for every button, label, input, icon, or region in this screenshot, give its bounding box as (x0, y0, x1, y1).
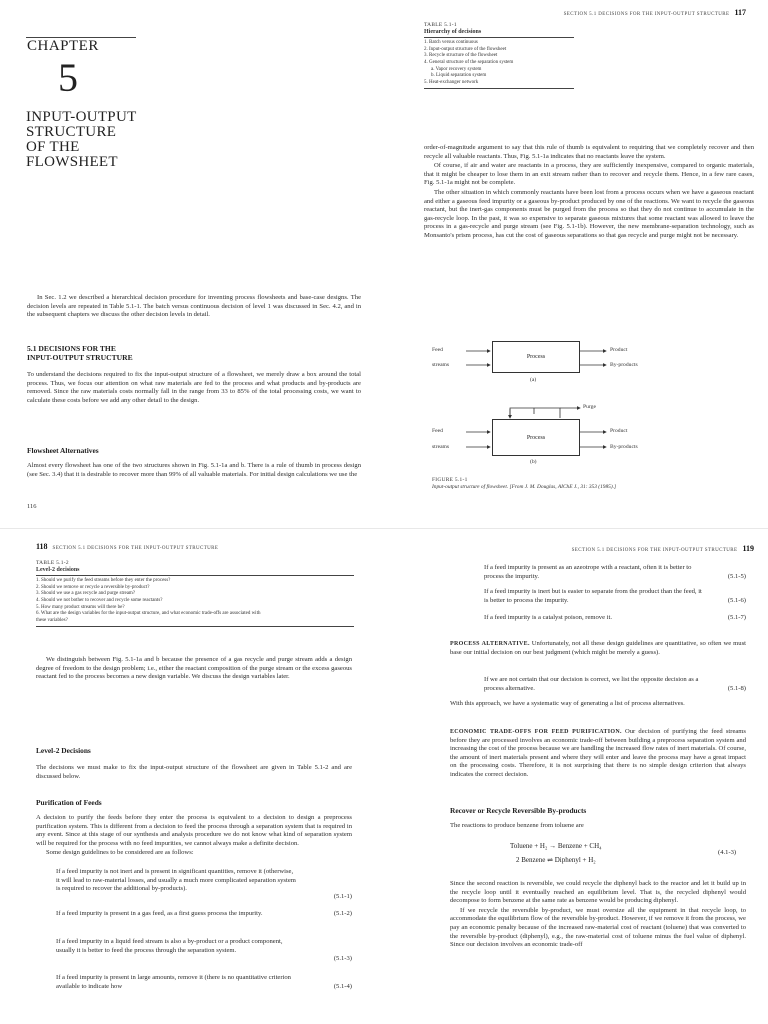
section-heading-line: 5.1 DECISIONS FOR THE (27, 344, 116, 353)
equation-number: (5.1-2) (333, 910, 352, 917)
table-row: 4. Should we not bother to recover and recycle some reactants? (36, 597, 163, 603)
guideline-5-1-6 (484, 588, 746, 606)
table-title: TABLE 5.1-1 (424, 22, 457, 28)
page-118 (0, 528, 384, 1024)
streams-label: streams (432, 362, 450, 368)
chapter-title-line: INPUT-OUTPUT (26, 109, 137, 125)
para-decisions (36, 764, 352, 782)
table-row: 1. Should we purify the feed streams before they enter the process? (36, 578, 171, 584)
paragraph: The other situation in which commonly reactants have been lost from a process occurs when we have a gaseous reactant and either a gaseous feed impurity or a gaseous by-product produced by one of the reactions. We want to recycle the gaseous reactant, but the inert-gas components must be purged from the process so that they do not continue to accumulate in the gas-recycle loop. In the past, it was so expensive to separate gaseous mixtures that some reactant was allowed to leave the process in a gas-recycle and purge stream (see Fig. 5.1-1b). However, the new membrane-separation technology, such as Monsanto's prism process, has cut the cost of gaseous separations so that gas recycle and purge might not be necessary. (424, 188, 754, 239)
guideline-5-1-1 (56, 868, 352, 902)
process-box: Process (492, 419, 580, 456)
guideline-text: If a feed impurity is not inert and is present in significant quantities, remove it (otherwise, it will lead to raw-material losses, and usually a much more complicated separation system is required to recover the additional by-products). (56, 868, 296, 893)
running-head-text: SECTION 5.1 DECISIONS FOR THE INPUT-OUTPUT STRUCTURE (571, 548, 738, 553)
guideline-text: If a feed impurity is a catalyst poison, remove it. (484, 614, 612, 621)
para-reaction-intro (450, 822, 746, 832)
para-approach (450, 700, 746, 710)
run-in-heading: PROCESS ALTERNATIVE. (450, 641, 530, 647)
intro-paragraph (27, 294, 361, 321)
guideline-5-1-8 (484, 676, 746, 694)
figure-caption (432, 477, 742, 491)
chapter-title-line: FLOWSHEET (26, 154, 118, 170)
para-distinguish (36, 656, 352, 683)
figure-tag: (a) (530, 377, 537, 383)
figure-tag: (b) (530, 459, 537, 465)
paragraph: The reactions to produce benzene from toluene are (450, 822, 584, 829)
chapter-title-line: STRUCTURE (26, 124, 117, 140)
heading-purification: Purification of Feeds (36, 798, 102, 807)
alternatives-paragraph (27, 462, 361, 480)
page-number: 116 (27, 503, 37, 510)
table-row: 5. How many product streams will there be? (36, 604, 125, 610)
section-heading (27, 344, 133, 362)
equation-2: 2 Benzene ⇌ Diphenyl + H₂ (516, 856, 596, 864)
paragraph: The decisions we must make to fix the input-output structure of the flowsheet are given in Table 5.1-2 and are discussed below. (36, 764, 352, 780)
guideline-text: If a feed impurity in a liquid feed stream is also a by-product or a product component, usually it is better to feed the process through the separation system. (56, 938, 283, 954)
guideline-5-1-3 (56, 938, 352, 964)
figure-label: FIGURE 5.1-1 (432, 477, 468, 483)
paragraph: Some design guidelines to be considered are as follows: (46, 849, 194, 857)
paragraph: We distinguish between Fig. 5.1-1a and b because the presence of a gas recycle and purge stream adds a design degree of freedom to the design problem; i.e., either the reactant composition of the purge stream or the excess gaseous reactant fed to the process becomes a new design variable. We discuss the design variables later. (36, 656, 352, 681)
guideline-5-1-2 (56, 910, 352, 928)
chapter-title-line: OF THE (26, 139, 80, 155)
purge-label: Purge (583, 404, 596, 410)
equation-1: Toluene + H₂ → Benzene + CH₄ (510, 842, 602, 850)
equation-number: (5.1-1) (333, 893, 352, 901)
paragraph: order-of-magnitude argument to say that this rule of thumb is equivalent to requiring that we completely recover and then recycle all valuable reactants. Thus, Fig. 5.1-1a indicates that no reactants leave the system. (424, 144, 754, 160)
table-row: a. Vapor recovery system (431, 66, 482, 72)
run-in-heading: ECONOMIC TRADE-OFFS FOR FEED PURIFICATION. (450, 729, 622, 735)
guideline-5-1-5 (484, 564, 746, 582)
subheading-flowsheet-alternatives: Flowsheet Alternatives (27, 446, 99, 455)
table-row: 4. General structure of the separation system (424, 59, 514, 65)
page-117 (384, 0, 768, 528)
paragraph-text: Unfortunately, not all these design guidelines are quantitative, so often we must base our initial decision on our best judgment (which might be merely a guess). (450, 640, 746, 656)
feed-label: Feed (432, 428, 443, 434)
guideline-5-1-4 (56, 974, 352, 992)
running-head (36, 542, 218, 551)
process-box: Process (492, 341, 580, 373)
page-119 (384, 528, 768, 1024)
running-head-text: SECTION 5.1 DECISIONS FOR THE INPUT-OUTPUT STRUCTURE (563, 12, 730, 17)
table-row: b. Liquid separation system (431, 73, 487, 79)
alternatives-text: Almost every flowsheet has one of the two structures shown in Fig. 5.1-1a and b. There is a rule of thumb in process design (see Sec. 3.4) that it is desirable to recover more than 99% of all valuable materials. For initial design calculations we use the (27, 462, 361, 478)
paragraph: A decision to purify the feeds before they enter the process is equivalent to a decision to design a preprocess purification system. This is different from a decision to feed the process through a separation system that is required in any event. Since at this stage of our synthesis and analysis procedure we do not know what kind of separation system will be required for the process with no feed impurities, we cannot always make a definite decision. (36, 814, 352, 847)
intro-text: In Sec. 1.2 we described a hierarchical decision procedure for inventing process flowsheets and base-case designs. The decision levels are repeated in Table 5.1-1. The batch versus continuous decision of level 1 was discussed in Sec. 4.2, and in the subsequent chapters we discuss the other decision levels in detail. (27, 294, 361, 319)
table-rule (36, 626, 354, 627)
byproducts-label: By-products (610, 444, 638, 450)
paragraph: Since the second reaction is reversible, we could recycle the diphenyl back to the reactor and let it build up in the recycle loop until it eventually reached an equilibrium level. That is, the recycled diphenyl would decompose to form benzene at the same rate as benzene would be producing diphenyl. (450, 880, 746, 905)
chapter-number: 5 (58, 55, 78, 100)
section-text: To understand the decisions required to fix the input-output structure of a flowsheet, we merely draw a box around the total process. Thus, we focus our attention on what raw materials are fed to the process and what products and by-products are removed. Since the raw materials costs normally fall in the range from 33 to 85% of the total processing costs, we want to calculate these costs before we add any other detail to the design. (27, 371, 361, 404)
page-number: 117 (734, 8, 746, 17)
byproducts-label: By-products (610, 362, 638, 368)
guideline-text: If a feed impurity is present in large amounts, remove it (there is no quantitative criterion available to indicate how (56, 974, 291, 990)
table-row: 2. Input-output structure of the flowsheet (424, 46, 507, 52)
paragraph: Of course, if air and water are reactants in a process, they are sufficiently inexpensive, compared to organic materials, that it might be cheaper to lose them in an exit stream rather than to recover and recycle them. Hence, in a few rare cases, Fig. 5.1-1a might not be complete. (424, 162, 754, 187)
page-116 (0, 0, 384, 528)
guideline-text: If a feed impurity is inert but is easier to separate from the product than the feed, it is better to process the impurity. (484, 588, 702, 604)
section-heading-line: INPUT-OUTPUT STRUCTURE (27, 353, 133, 362)
table-name: Hierarchy of decisions (424, 28, 482, 35)
paragraph: With this approach, we have a systematic way of generating a list of process alternatives. (450, 700, 685, 707)
equation-number: (5.1-3) (333, 955, 352, 963)
equation-number: (5.1-4) (333, 983, 352, 991)
paragraph: If we recycle the reversible by-product, we must oversize all the equipment in that recycle loop, to accommodate the equilibrium flow of the reversible by-product. However, if we remove it from the process, we pay an economic penalty because of the increased raw-material cost of reactant (toluene) that was converted to the reversible by-product (diphenyl), e.g., the raw-material cost of toluene minus the fuel value of diphenyl. Since our decision involves an economic trade-off (450, 906, 746, 949)
table-title: TABLE 5.1-2 (36, 560, 69, 566)
page-divider (0, 528, 768, 529)
equation-number: (5.1-7) (727, 614, 746, 621)
table-5-1-2 (36, 560, 354, 629)
table-row: 1. Batch versus continuous (424, 40, 478, 46)
para-purification (36, 814, 352, 859)
equation-number: (5.1-8) (727, 685, 746, 693)
product-label: Product (610, 347, 628, 353)
guideline-text: If a feed impurity is present in a gas feed, as a first guess process the impurity. (56, 910, 263, 917)
table-row: 2. Should we remove or recycle a reversible by-product? (36, 584, 150, 590)
table-row: 6. What are the design variables for the input-output structure, and what economic trade-offs are associated with these variables? (36, 611, 261, 623)
equation-number: (5.1-6) (727, 597, 746, 605)
section-paragraph (27, 371, 361, 406)
running-head (572, 544, 754, 553)
running-head-text: SECTION 5.1 DECISIONS FOR THE INPUT-OUTPUT STRUCTURE (52, 546, 219, 551)
product-label: Product (610, 428, 628, 434)
table-row: 3. Should we use a gas recycle and purge stream? (36, 591, 136, 597)
table-rule (36, 575, 354, 576)
para-economic-tradeoffs (450, 728, 746, 781)
table-row: 3. Recycle structure of the flowsheet (424, 53, 498, 59)
page-number: 118 (36, 542, 48, 551)
para-reversible (450, 880, 746, 951)
heading-level-2: Level-2 Decisions (36, 746, 91, 755)
equation-number: (5.1-5) (727, 573, 746, 581)
table-row: 5. Heat-exchanger network (424, 79, 479, 85)
chapter-rule (26, 37, 136, 38)
heading-reversible-byproducts: Recover or Recycle Reversible By-products (450, 806, 587, 815)
paragraph-text: Our decision of purifying the feed streams before they are processed involves an economic trade-off between building a preprocess separation system and increasing the cost of the process because we are handling the increased flow rates of inert materials. Of course, the amount of inert materials present and where they will enter and leave the process may have a great impact on the processing costs. Therefore, it is not surprising that there is no simple design criterion that always indicates the correct decision. (450, 728, 746, 778)
chapter-label: CHAPTER (27, 38, 99, 54)
guideline-5-1-7 (484, 614, 746, 624)
streams-label: streams (432, 444, 450, 450)
page-number: 119 (742, 544, 754, 553)
guideline-text: If we are not certain that our decision is correct, we list the opposite decision as a process alternative. (484, 676, 699, 692)
table-name: Level-2 decisions (36, 566, 80, 573)
equation-number: (4.1-3) (718, 849, 737, 856)
para-process-alternative (450, 640, 746, 658)
chapter-title (26, 110, 137, 170)
feed-label: Feed (432, 347, 443, 353)
guideline-text: If a feed impurity is present as an azeotrope with a reactant, often it is better to process the impurity. (484, 564, 692, 580)
figure-caption-text: Input-output structure of flowsheet. [From J. M. Douglas, AIChE J., 31: 353 (1985).] (432, 484, 617, 490)
